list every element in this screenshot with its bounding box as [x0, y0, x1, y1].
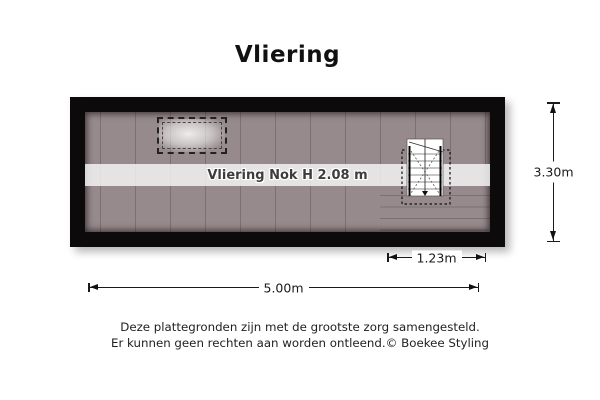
dimension-width [88, 280, 479, 295]
footer-line-1: Deze plattegronden zijn met de grootste zorg samengesteld. [120, 320, 480, 334]
floor-plan [70, 97, 505, 247]
arrow-right-icon [476, 254, 484, 260]
dimension-tick [478, 283, 480, 292]
arrow-left-icon [90, 284, 98, 290]
dimension-stair-width-label: 1.23m [411, 250, 461, 265]
staircase-icon [400, 137, 460, 207]
arrow-right-icon [469, 284, 477, 290]
footer-line-2: Er kunnen geen rechten aan worden ontleend.© Boekee Styling [111, 335, 489, 350]
dimension-width-label: 5.00m [258, 280, 308, 295]
room-label: Vliering Nok H 2.08 m [207, 167, 368, 183]
roof-window-icon [157, 117, 227, 154]
page-title: Vliering [234, 42, 341, 68]
arrow-down-icon [550, 231, 556, 240]
attic-floor [85, 112, 490, 232]
dimension-tick [547, 241, 560, 243]
dimension-height-label: 3.30m [531, 162, 575, 183]
dimension-height [533, 102, 574, 242]
arrow-left-icon [389, 254, 397, 260]
dimension-stair-width [387, 250, 486, 265]
arrow-up-icon [550, 104, 556, 113]
footer-disclaimer [0, 320, 600, 351]
roof-window-frame [162, 122, 222, 149]
dimension-tick [485, 253, 487, 262]
